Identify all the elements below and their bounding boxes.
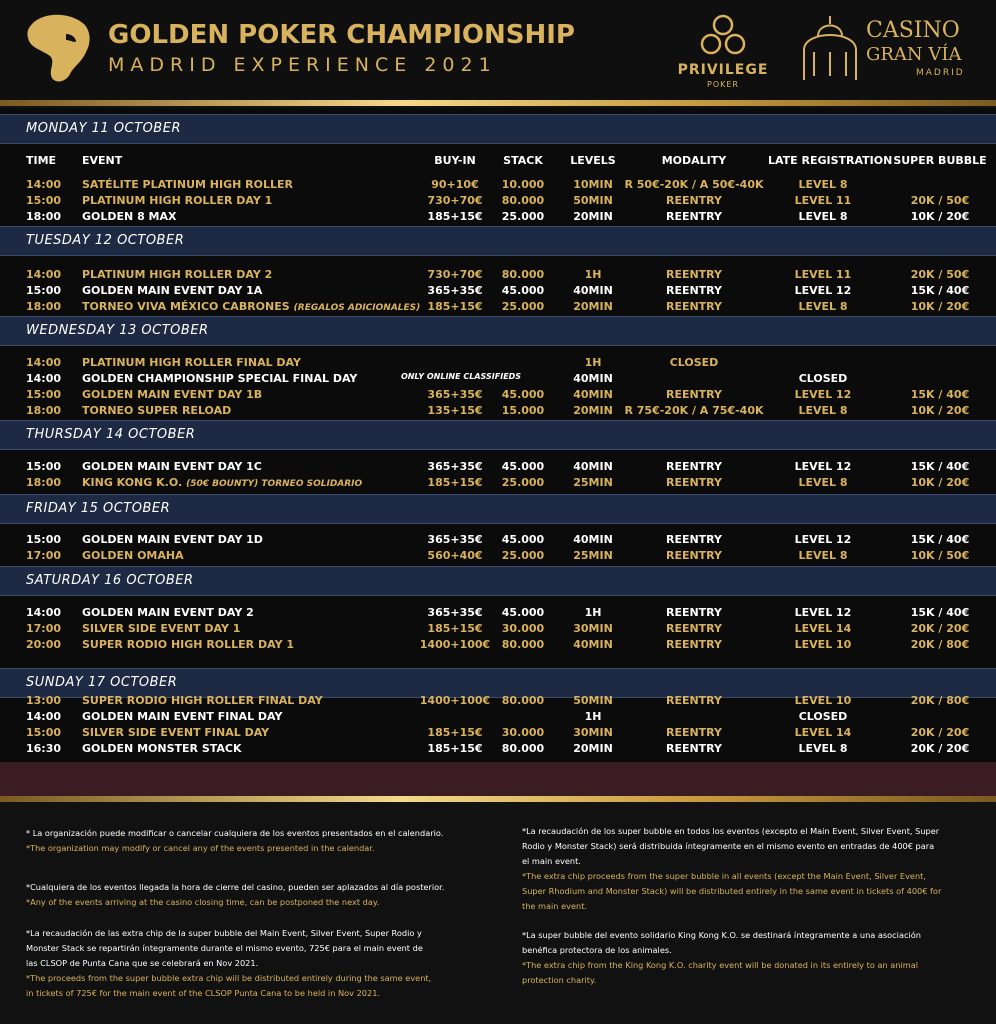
event-name: SUPER RODIO HIGH ROLLER FINAL DAY <box>82 694 323 707</box>
day-header <box>0 316 996 346</box>
cell-time: 15:00 <box>26 726 62 739</box>
cell-late: LEVEL 11 <box>794 268 852 281</box>
cell-buyin: 1400+100€ <box>419 694 491 707</box>
cell-buyin: 185+15€ <box>427 210 483 223</box>
cell-time: 15:00 <box>26 388 62 401</box>
cell-buyin: 135+15€ <box>427 404 483 417</box>
cell-bubble: 10K / 50€ <box>910 549 970 562</box>
cell-buyin: ONLY ONLINE CLASSIFIEDS <box>400 372 522 381</box>
cell-levels: 25MIN <box>573 476 613 489</box>
cell-bubble: 20K / 50€ <box>910 194 970 207</box>
cell-time: 17:00 <box>26 549 62 562</box>
cell-modality: REENTRY <box>665 742 723 755</box>
note-es: *La recaudación de las extra chip de la super bubble del Main Event, Silver Event, Super Rodio y Monster Stack se repartirán íntegramente durante el mismo evento, 725€ para el main event de las CLSOP de Punta Cana que se celebrará en Nov 2021. <box>26 928 423 968</box>
cell-stack: 80.000 <box>501 268 545 281</box>
cell-buyin: 730+70€ <box>427 268 483 281</box>
cell-stack: 80.000 <box>501 742 545 755</box>
cell-levels: 30MIN <box>573 622 613 635</box>
table-row <box>0 476 996 492</box>
cell-bubble: 15K / 40€ <box>910 606 970 619</box>
privilege-poker-logo <box>668 14 778 90</box>
cell-levels: 1H <box>584 710 602 723</box>
cell-event <box>82 533 263 546</box>
header <box>0 0 996 100</box>
cell-time: 14:00 <box>26 710 62 723</box>
cell-event <box>82 742 242 755</box>
cell-levels: 1H <box>584 356 602 369</box>
column-header-event: EVENT <box>82 154 123 167</box>
note-2 <box>26 880 466 910</box>
cell-buyin: 365+35€ <box>427 460 483 473</box>
cell-event <box>82 476 362 489</box>
cell-late: LEVEL 11 <box>794 194 852 207</box>
day-header <box>0 420 996 450</box>
event-name: SILVER SIDE EVENT FINAL DAY <box>82 726 270 739</box>
cell-buyin: 1400+100€ <box>419 638 491 651</box>
cell-bubble: 20K / 80€ <box>910 694 970 707</box>
cell-levels: 30MIN <box>573 726 613 739</box>
event-name: GOLDEN MAIN EVENT DAY 1C <box>82 460 262 473</box>
event-name: SATÉLITE PLATINUM HIGH ROLLER <box>82 178 293 191</box>
cell-event <box>82 638 294 651</box>
casino-gran-via-logo <box>798 14 978 84</box>
cell-bubble: 10K / 20€ <box>910 404 970 417</box>
cell-time: 15:00 <box>26 194 62 207</box>
cell-late: LEVEL 12 <box>794 533 852 546</box>
table-row <box>0 726 996 742</box>
note-es: *La recaudación de los super bubble en todos los eventos (excepto el Main Event, Silver Event, Super Rodio y Monster Stack) será distribuida íntegramente en el mismo evento en entradas de 400€ para el main event. <box>522 826 940 866</box>
cell-bubble: 10K / 20€ <box>910 476 970 489</box>
cell-modality: REENTRY <box>665 533 723 546</box>
schedule <box>0 108 996 788</box>
day-label: FRIDAY 15 OCTOBER <box>26 501 171 516</box>
cell-modality: REENTRY <box>665 460 723 473</box>
cell-bubble: 20K / 20€ <box>910 742 970 755</box>
table-row <box>0 300 996 316</box>
cell-levels: 20MIN <box>573 742 613 755</box>
cell-bubble: 20K / 20€ <box>910 726 970 739</box>
gran-via-label: GRAN VÍA <box>866 44 962 65</box>
cell-modality: R 50€-20K / A 50€-40K <box>624 178 764 191</box>
event-name: SUPER RODIO HIGH ROLLER DAY 1 <box>82 638 295 651</box>
cell-bubble: 15K / 40€ <box>910 460 970 473</box>
cell-stack: 80.000 <box>501 694 545 707</box>
event-name: GOLDEN MAIN EVENT DAY 1A <box>82 284 263 297</box>
cell-event <box>82 284 262 297</box>
cell-levels: 40MIN <box>573 533 613 546</box>
cell-event <box>82 300 420 313</box>
cell-event <box>82 210 177 223</box>
cell-levels: 40MIN <box>573 638 613 651</box>
note-1 <box>26 826 466 856</box>
cell-event <box>82 606 254 619</box>
table-row <box>0 742 996 758</box>
cell-buyin: 730+70€ <box>427 194 483 207</box>
cell-modality: REENTRY <box>665 638 723 651</box>
cell-stack: 25.000 <box>501 549 545 562</box>
cell-buyin: 560+40€ <box>427 549 483 562</box>
event-note: (50€ BOUNTY) TORNEO SOLIDARIO <box>186 479 363 489</box>
day-header <box>0 566 996 596</box>
day-header <box>0 494 996 524</box>
cell-buyin: 185+15€ <box>427 726 483 739</box>
cell-modality: REENTRY <box>665 622 723 635</box>
cell-stack: 45.000 <box>501 284 545 297</box>
column-header-bubble: SUPER BUBBLE <box>893 154 987 167</box>
table-row <box>0 284 996 300</box>
note-es: * La organización puede modificar o cancelar cualquiera de los eventos presentados en el calendario. <box>26 828 444 838</box>
event-name: TORNEO SUPER RELOAD <box>82 404 232 417</box>
cell-modality: REENTRY <box>665 388 723 401</box>
note-4 <box>522 824 942 914</box>
cell-time: 14:00 <box>26 356 62 369</box>
note-en: *The organization may modify or cancel any of the events presented in the calendar. <box>26 843 375 853</box>
cell-late: LEVEL 10 <box>794 638 852 651</box>
casino-building-icon <box>798 16 862 82</box>
cell-levels: 20MIN <box>573 300 613 313</box>
cell-levels: 50MIN <box>573 194 613 207</box>
event-name: GOLDEN MAIN EVENT DAY 1D <box>82 533 263 546</box>
cell-buyin: 185+15€ <box>427 300 483 313</box>
lion-logo-icon <box>26 12 92 84</box>
note-en: *The extra chip proceeds from the super bubble in all events (except the Main Event, Silver Event, Super Rhodium and Monster Stack) will be distributed entirely in the same event in tickets of 400€ for the main event. <box>522 871 942 911</box>
cell-event <box>82 194 272 207</box>
cell-event <box>82 460 262 473</box>
cell-late: LEVEL 8 <box>798 742 848 755</box>
cell-stack: 30.000 <box>501 726 545 739</box>
cell-time: 18:00 <box>26 300 62 313</box>
cell-time: 13:00 <box>26 694 62 707</box>
cell-late: LEVEL 12 <box>794 460 852 473</box>
day-label: WEDNESDAY 13 OCTOBER <box>26 323 209 338</box>
privilege-sub-label: POKER <box>707 80 739 89</box>
note-en: *Any of the events arriving at the casino closing time, can be postponed the next day. <box>26 897 380 907</box>
cell-time: 15:00 <box>26 533 62 546</box>
cell-late: LEVEL 12 <box>794 388 852 401</box>
cell-modality: REENTRY <box>665 300 723 313</box>
cell-stack: 80.000 <box>501 638 545 651</box>
footer-band <box>0 762 996 796</box>
column-header-late: LATE REGISTRATION <box>768 154 893 167</box>
cell-late: CLOSED <box>798 710 848 723</box>
cell-modality: REENTRY <box>665 194 723 207</box>
cell-bubble: 15K / 40€ <box>910 533 970 546</box>
cell-event <box>82 388 262 401</box>
cell-time: 14:00 <box>26 372 62 385</box>
cell-modality: REENTRY <box>665 284 723 297</box>
gold-divider-bottom <box>0 796 996 802</box>
cell-buyin: 365+35€ <box>427 606 483 619</box>
page-subtitle: MADRID EXPERIENCE 2021 <box>108 54 497 76</box>
day-label: THURSDAY 14 OCTOBER <box>26 427 196 442</box>
column-header-stack: STACK <box>503 154 543 167</box>
clover-icon <box>698 14 748 58</box>
cell-bubble: 15K / 40€ <box>910 284 970 297</box>
cell-levels: 25MIN <box>573 549 613 562</box>
cell-late: LEVEL 8 <box>798 178 848 191</box>
table-row <box>0 194 996 210</box>
cell-bubble: 20K / 20€ <box>910 622 970 635</box>
event-name: GOLDEN MAIN EVENT DAY 2 <box>82 606 254 619</box>
cell-modality: REENTRY <box>665 726 723 739</box>
table-row <box>0 622 996 638</box>
cell-stack: 45.000 <box>501 606 545 619</box>
cell-stack: 30.000 <box>501 622 545 635</box>
cell-time: 14:00 <box>26 178 62 191</box>
cell-buyin: 365+35€ <box>427 388 483 401</box>
event-name: GOLDEN MAIN EVENT FINAL DAY <box>82 710 283 723</box>
gold-divider-top <box>0 100 996 106</box>
cell-modality: R 75€-20K / A 75€-40K <box>624 404 764 417</box>
column-header-time: TIME <box>26 154 57 167</box>
cell-buyin: 365+35€ <box>427 533 483 546</box>
event-name: SILVER SIDE EVENT DAY 1 <box>82 622 241 635</box>
table-row <box>0 210 996 226</box>
cell-event <box>82 372 357 385</box>
event-name: PLATINUM HIGH ROLLER DAY 1 <box>82 194 273 207</box>
cell-time: 18:00 <box>26 404 62 417</box>
notes-section <box>0 806 996 1024</box>
cell-event <box>82 726 269 739</box>
cell-bubble: 20K / 80€ <box>910 638 970 651</box>
table-row <box>0 404 996 420</box>
casino-label: CASINO <box>866 18 960 43</box>
madrid-label: MADRID <box>916 68 965 78</box>
event-name: PLATINUM HIGH ROLLER DAY 2 <box>82 268 273 281</box>
page-title: GOLDEN POKER CHAMPIONSHIP <box>108 20 575 50</box>
cell-time: 15:00 <box>26 284 62 297</box>
day-label: MONDAY 11 OCTOBER <box>26 121 181 136</box>
cell-stack: 45.000 <box>501 388 545 401</box>
day-header <box>0 226 996 256</box>
cell-buyin: 185+15€ <box>427 742 483 755</box>
cell-levels: 10MIN <box>573 178 613 191</box>
cell-event <box>82 549 184 562</box>
table-row <box>0 356 996 372</box>
cell-late: LEVEL 8 <box>798 476 848 489</box>
column-header-levels: LEVELS <box>570 154 616 167</box>
note-es: *La super bubble del evento solidario King Kong K.O. se destinará íntegramente a una asociación benéfica protectora de los animales. <box>522 930 921 955</box>
cell-event <box>82 268 272 281</box>
cell-stack: 80.000 <box>501 194 545 207</box>
cell-levels: 40MIN <box>573 372 613 385</box>
cell-stack: 25.000 <box>501 300 545 313</box>
cell-modality: REENTRY <box>665 476 723 489</box>
cell-levels: 40MIN <box>573 388 613 401</box>
cell-bubble: 10K / 20€ <box>910 300 970 313</box>
event-name: GOLDEN MAIN EVENT DAY 1B <box>82 388 263 401</box>
table-row <box>0 460 996 476</box>
cell-stack: 25.000 <box>501 476 545 489</box>
cell-modality: CLOSED <box>669 356 719 369</box>
cell-bubble: 10K / 20€ <box>910 210 970 223</box>
note-en: *The extra chip from the King Kong K.O. charity event will be donated in its entirely to an animal protection charity. <box>522 960 919 985</box>
note-5 <box>522 928 942 988</box>
event-name: PLATINUM HIGH ROLLER FINAL DAY <box>82 356 301 369</box>
cell-modality: REENTRY <box>665 210 723 223</box>
cell-time: 14:00 <box>26 606 62 619</box>
cell-event <box>82 178 293 191</box>
note-3 <box>26 926 436 1001</box>
cell-late: LEVEL 12 <box>794 284 852 297</box>
cell-stack: 15.000 <box>501 404 545 417</box>
event-name: GOLDEN CHAMPIONSHIP SPECIAL FINAL DAY <box>82 372 358 385</box>
event-name: TORNEO VIVA MÉXICO CABRONES <box>82 300 290 313</box>
cell-buyin: 185+15€ <box>427 622 483 635</box>
cell-late: LEVEL 8 <box>798 404 848 417</box>
table-row <box>0 710 996 726</box>
cell-time: 14:00 <box>26 268 62 281</box>
cell-time: 18:00 <box>26 210 62 223</box>
column-headers <box>0 154 996 170</box>
day-header <box>0 114 996 144</box>
cell-late: LEVEL 14 <box>794 726 852 739</box>
day-label: SATURDAY 16 OCTOBER <box>26 573 194 588</box>
cell-late: LEVEL 14 <box>794 622 852 635</box>
table-row <box>0 606 996 622</box>
table-row <box>0 694 996 710</box>
cell-levels: 20MIN <box>573 210 613 223</box>
cell-time: 17:00 <box>26 622 62 635</box>
cell-levels: 50MIN <box>573 694 613 707</box>
table-row <box>0 388 996 404</box>
cell-time: 20:00 <box>26 638 62 651</box>
cell-bubble: 20K / 50€ <box>910 268 970 281</box>
cell-event <box>82 404 231 417</box>
event-name: GOLDEN OMAHA <box>82 549 184 562</box>
cell-buyin: 365+35€ <box>427 284 483 297</box>
cell-time: 18:00 <box>26 476 62 489</box>
cell-late: CLOSED <box>798 372 848 385</box>
cell-event <box>82 694 323 707</box>
table-row <box>0 638 996 654</box>
cell-levels: 20MIN <box>573 404 613 417</box>
event-name: GOLDEN MONSTER STACK <box>82 742 242 755</box>
cell-stack: 45.000 <box>501 533 545 546</box>
cell-buyin: 90+10€ <box>431 178 479 191</box>
cell-late: LEVEL 8 <box>798 300 848 313</box>
cell-stack: 10.000 <box>501 178 545 191</box>
table-row <box>0 549 996 565</box>
event-note: (REGALOS ADICIONALES) <box>293 303 421 313</box>
event-name: GOLDEN 8 MAX <box>82 210 177 223</box>
cell-levels: 1H <box>584 268 602 281</box>
note-en: *The proceeds from the super bubble extra chip will be distributed entirely during the same event, in tickets of 725€ for the main event of the CLSOP Punta Cana to be held in Nov 2021. <box>26 973 432 998</box>
event-name: KING KONG K.O. <box>82 476 183 489</box>
cell-modality: REENTRY <box>665 268 723 281</box>
cell-stack: 45.000 <box>501 460 545 473</box>
cell-levels: 40MIN <box>573 460 613 473</box>
cell-bubble: 15K / 40€ <box>910 388 970 401</box>
cell-modality: REENTRY <box>665 694 723 707</box>
table-row <box>0 268 996 284</box>
day-label: TUESDAY 12 OCTOBER <box>26 233 185 248</box>
cell-levels: 40MIN <box>573 284 613 297</box>
cell-event <box>82 356 301 369</box>
column-header-modality: MODALITY <box>661 154 727 167</box>
cell-late: LEVEL 12 <box>794 606 852 619</box>
cell-modality: REENTRY <box>665 549 723 562</box>
day-label: SUNDAY 17 OCTOBER <box>26 675 178 690</box>
note-es: *Cualquiera de los eventos llegada la hora de cierre del casino, pueden ser aplazados al día posterior. <box>26 882 445 892</box>
cell-stack: 25.000 <box>501 210 545 223</box>
table-row <box>0 372 996 388</box>
cell-time: 16:30 <box>26 742 62 755</box>
cell-late: LEVEL 10 <box>794 694 852 707</box>
column-header-buyin: BUY-IN <box>434 154 476 167</box>
cell-event <box>82 710 282 723</box>
privilege-label: PRIVILEGE <box>677 62 769 78</box>
table-row <box>0 178 996 194</box>
cell-late: LEVEL 8 <box>798 549 848 562</box>
cell-levels: 1H <box>584 606 602 619</box>
cell-late: LEVEL 8 <box>798 210 848 223</box>
cell-modality: REENTRY <box>665 606 723 619</box>
table-row <box>0 533 996 549</box>
cell-event <box>82 622 240 635</box>
cell-buyin: 185+15€ <box>427 476 483 489</box>
cell-time: 15:00 <box>26 460 62 473</box>
